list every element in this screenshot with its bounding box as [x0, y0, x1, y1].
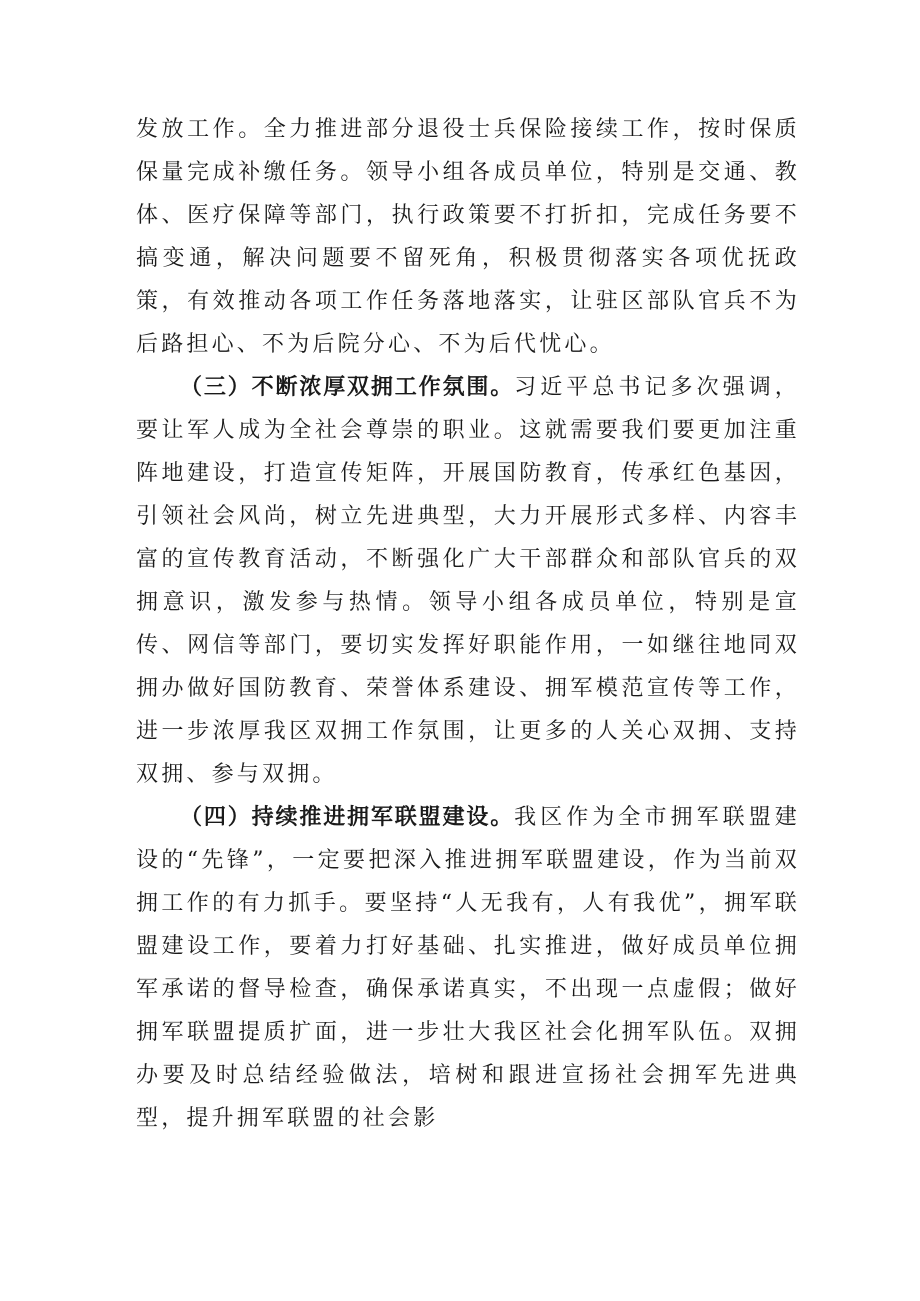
section-heading: （四）持续推进拥军联盟建设。 [180, 804, 515, 830]
paragraph-text: 我区作为全市拥军联盟建设的“先锋”，一定要把深入推进拥军联盟建设，作为当前双拥工作的有力抓手。要坚持“人无我有，人有我优”，拥军联盟建设工作，要着力打好基础、扎实推进，做好成员单位拥军承诺的督导检查，确保承诺真实，不出现一点虚假；做好拥军联盟提质扩面，进一步壮大我区社会化拥军队伍。双拥办要及时总结经验做法，培树和跟进宣扬社会拥军先进典型，提升拥军联盟的社会影 [136, 805, 800, 1131]
paragraph-text: 发放工作。全力推进部分退役士兵保险接续工作，按时保质保量完成补缴任务。领导小组各成员单位，特别是交通、教体、医疗保障等部门，执行政策要不打折扣，完成任务要不搞变通，解决问题要不留死角，积极贯彻落实各项优抚政策，有效推动各项工作任务落地落实，让驻区部队官兵不为后路担心、不为后院分心、不为后代忧心。 [136, 117, 800, 357]
document-page [136, 108, 800, 1140]
paragraph-section-3 [136, 366, 800, 796]
paragraph-continuation [136, 108, 800, 366]
section-heading: （三）不断浓厚双拥工作氛围。 [180, 374, 515, 400]
paragraph-text: 习近平总书记多次强调，要让军人成为全社会尊崇的职业。这就需要我们要更加注重阵地建设，打造宣传矩阵，开展国防教育，传承红色基因，引领社会风尚，树立先进典型，大力开展形式多样、内容丰富的宣传教育活动，不断强化广大干部群众和部队官兵的双拥意识，激发参与热情。领导小组各成员单位，特别是宣传、网信等部门，要切实发挥好职能作用，一如继往地同双拥办做好国防教育、荣誉体系建设、拥军模范宣传等工作，进一步浓厚我区双拥工作氛围，让更多的人关心双拥、支持双拥、参与双拥。 [136, 375, 800, 787]
paragraph-section-4 [136, 796, 800, 1140]
